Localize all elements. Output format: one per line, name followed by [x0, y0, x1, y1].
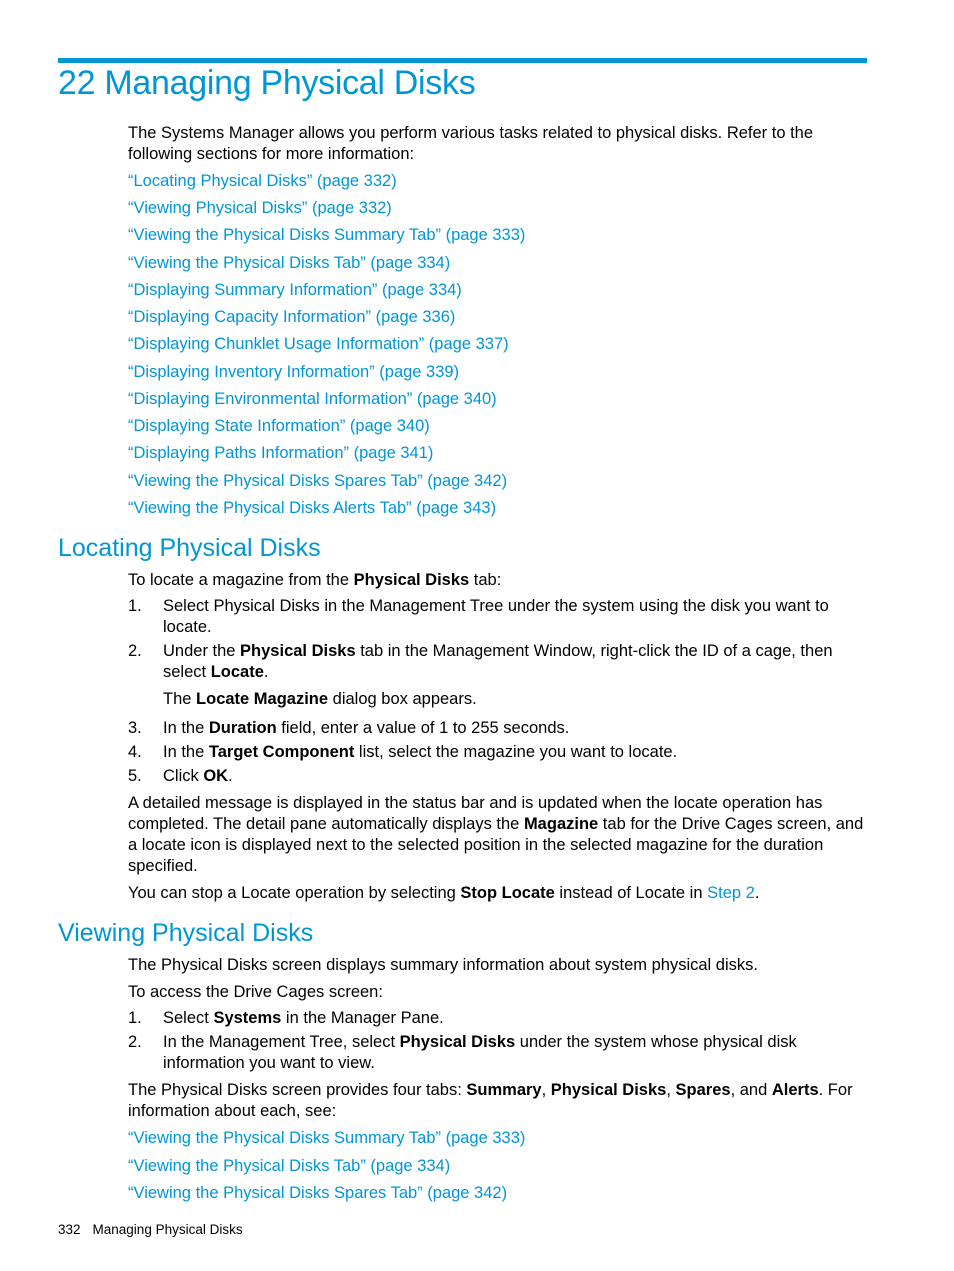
- locating-step-1: Select Physical Disks in the Management Tree under the system using the disk you want to locate.: [163, 597, 829, 636]
- viewing-paragraph-1: The Physical Disks screen displays summary information about system physical disks.: [128, 956, 758, 974]
- toc-link[interactable]: “Viewing the Physical Disks Alerts Tab” (page 343): [128, 499, 497, 517]
- toc-link[interactable]: “Displaying Summary Information” (page 334): [128, 281, 462, 299]
- viewing-paragraph-2: To access the Drive Cages screen:: [128, 983, 383, 1001]
- toc-link[interactable]: “Viewing the Physical Disks Spares Tab” (page 342): [128, 472, 508, 490]
- locating-detail-paragraph: A detailed message is displayed in the status bar and is updated when the locate operation has completed. The detail pane automatically displays the Magazine tab for the Drive Cages screen, and a locate icon is displayed next to the selected position in the selected magazine for the duration specified.: [128, 794, 864, 875]
- locating-step-2: Under the Physical Disks tab in the Management Window, right-click the ID of a cage, then select Locate.: [163, 642, 833, 681]
- step-2-link[interactable]: Step 2: [707, 884, 755, 902]
- see-link[interactable]: “Viewing the Physical Disks Tab” (page 334): [128, 1157, 451, 1175]
- chapter-title-text: Managing Physical Disks: [104, 64, 476, 102]
- viewing-step-2: In the Management Tree, select Physical Disks under the system whose physical disk information you want to view.: [163, 1033, 797, 1072]
- toc-link[interactable]: “Displaying Capacity Information” (page 336): [128, 308, 456, 326]
- chapter-rule: [58, 58, 867, 63]
- step-number: 2.: [128, 1033, 142, 1051]
- section-heading-viewing: Viewing Physical Disks: [58, 919, 314, 947]
- see-link[interactable]: “Viewing the Physical Disks Spares Tab” (page 342): [128, 1184, 508, 1202]
- footer-title: Managing Physical Disks: [92, 1222, 243, 1237]
- step-number: 4.: [128, 743, 142, 761]
- toc-link[interactable]: “Displaying Environmental Information” (page 340): [128, 390, 497, 408]
- intro-paragraph: The Systems Manager allows you perform various tasks related to physical disks. Refer to the following sections for more information:: [128, 124, 814, 163]
- step-number: 3.: [128, 719, 142, 737]
- locating-step-3: In the Duration field, enter a value of 1 to 255 seconds.: [163, 719, 570, 737]
- page-number: 332: [58, 1222, 81, 1237]
- locating-step-2-note: The Locate Magazine dialog box appears.: [163, 690, 477, 708]
- see-link[interactable]: “Viewing the Physical Disks Summary Tab” (page 333): [128, 1129, 526, 1147]
- section-heading-locating: Locating Physical Disks: [58, 534, 321, 562]
- locating-step-4: In the Target Component list, select the magazine you want to locate.: [163, 743, 678, 761]
- toc-link[interactable]: “Displaying Paths Information” (page 341): [128, 444, 434, 462]
- viewing-tabs-paragraph: The Physical Disks screen provides four tabs: Summary, Physical Disks, Spares, and Alerts. For information about each, see:: [128, 1081, 853, 1120]
- page-footer: [58, 1222, 255, 1237]
- step-number: 1.: [128, 597, 142, 615]
- toc-link[interactable]: “Displaying State Information” (page 340): [128, 417, 430, 435]
- toc-link[interactable]: “Displaying Inventory Information” (page 339): [128, 363, 460, 381]
- chapter-number: 22: [58, 64, 96, 102]
- locating-lead: To locate a magazine from the Physical Disks tab:: [128, 571, 502, 589]
- step-number: 5.: [128, 767, 142, 785]
- step-number: 2.: [128, 642, 142, 660]
- toc-link[interactable]: “Viewing the Physical Disks Tab” (page 334): [128, 254, 451, 272]
- locating-stop-paragraph: You can stop a Locate operation by selecting Stop Locate instead of Locate in Step 2.: [128, 884, 760, 902]
- toc-link[interactable]: “Viewing the Physical Disks Summary Tab” (page 333): [128, 226, 526, 244]
- locating-step-5: Click OK.: [163, 767, 233, 785]
- toc-link[interactable]: “Displaying Chunklet Usage Information” (page 337): [128, 335, 509, 353]
- toc-link[interactable]: “Viewing Physical Disks” (page 332): [128, 199, 392, 217]
- viewing-step-1: Select Systems in the Manager Pane.: [163, 1009, 444, 1027]
- chapter-title: [58, 64, 475, 103]
- step-number: 1.: [128, 1009, 142, 1027]
- toc-link[interactable]: “Locating Physical Disks” (page 332): [128, 172, 397, 190]
